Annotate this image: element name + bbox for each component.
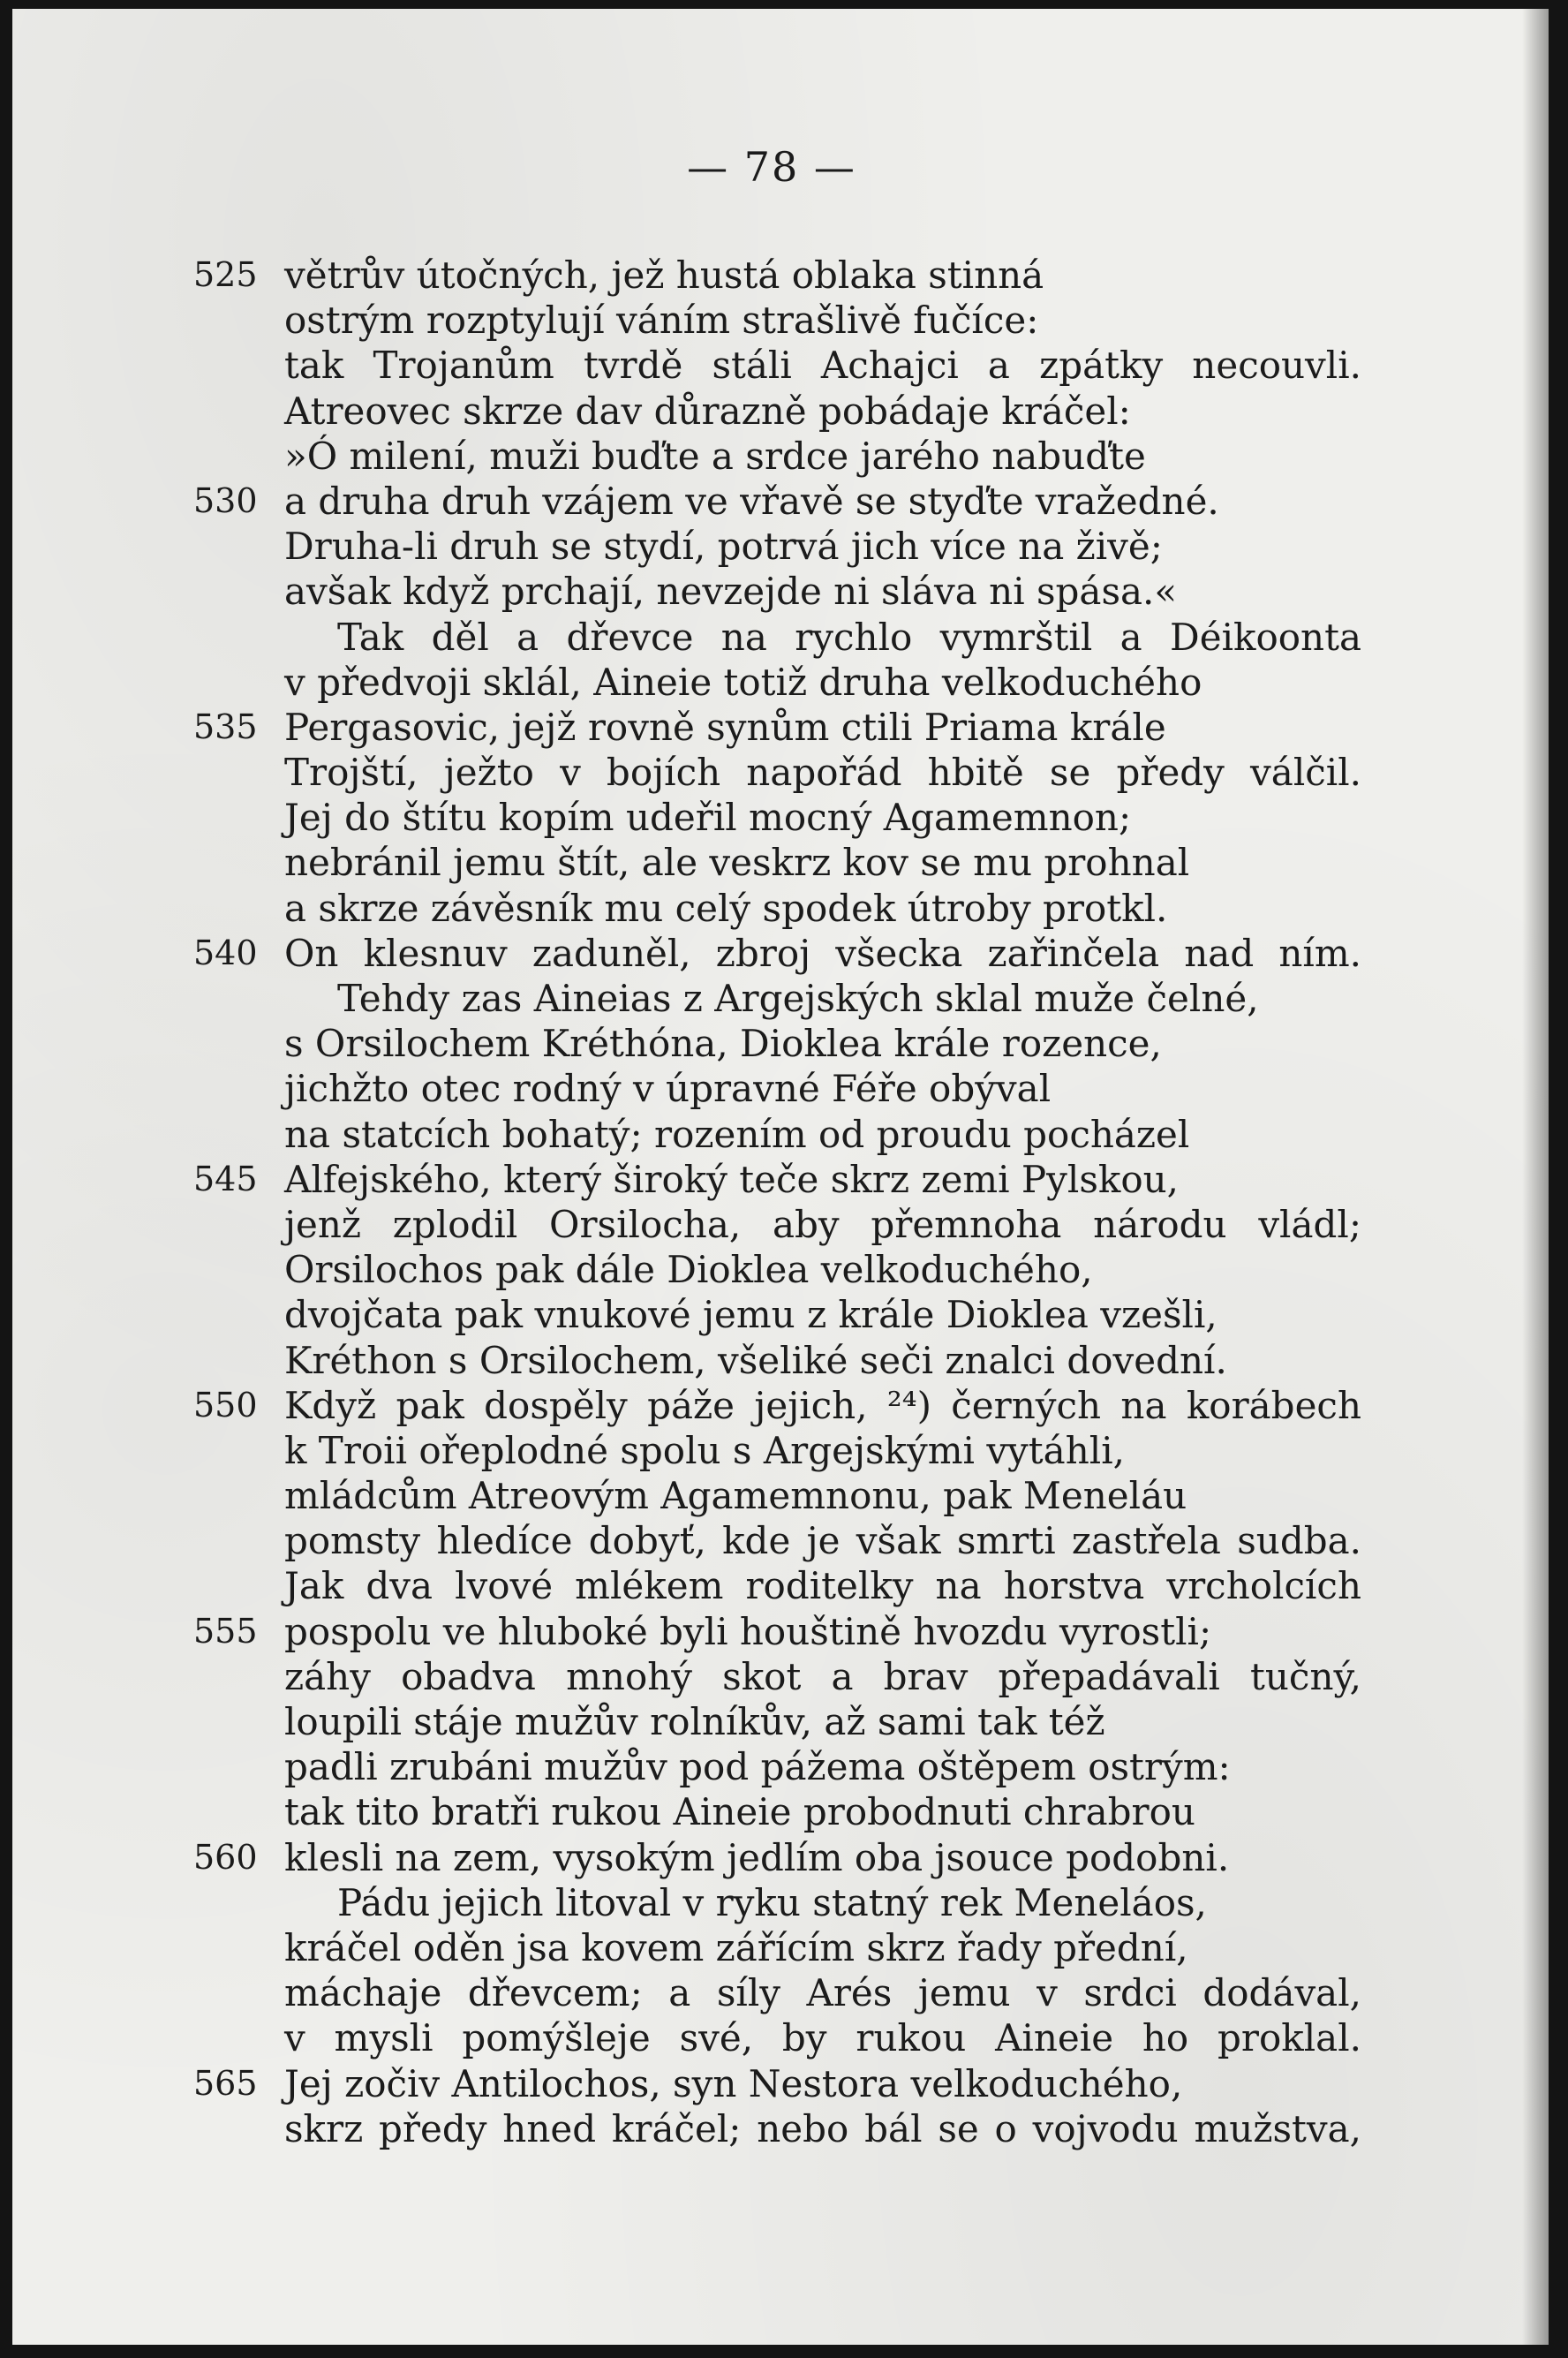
verse-line	[12, 660, 1549, 705]
verse-line	[12, 1338, 1549, 1383]
verse-line	[12, 1383, 1549, 1428]
verse-line-number: 550	[193, 1385, 258, 1425]
verse-line-text: avšak když prchají, nevzejde ni sláva ni spása.«	[284, 570, 1178, 614]
verse-line	[12, 840, 1549, 885]
verse-line-text: Jak dva lvové mlékem roditelky na horstva vrcholcích	[284, 1564, 1361, 1608]
verse-line	[12, 1563, 1549, 1608]
verse-line	[12, 1609, 1549, 1654]
verse-line	[12, 1428, 1549, 1473]
verse-line	[12, 705, 1549, 750]
verse-line-text: Tehdy zas Aineias z Argejských sklal muže čelné,	[337, 977, 1259, 1020]
verse-line-number: 555	[193, 1611, 258, 1651]
verse-line-text: Pergasovic, jejž rovně synům ctili Priama krále	[284, 705, 1166, 749]
verse-line-text: Když pak dospěly páže jejich, ²⁴) černých na korábech	[284, 1383, 1361, 1427]
verse-line-text: Trojští, ježto v bojích napořád hbitě se předy válčil.	[284, 751, 1361, 795]
verse-line-text: Kréthon s Orsilochem, všeliké seči znalci dovední.	[284, 1338, 1227, 1382]
verse-line-number: 545	[193, 1159, 258, 1198]
verse-line-text: loupili stáje mužův rolníkův, až sami tak též	[284, 1700, 1105, 1743]
verse-line-text: Tak děl a dřevce na rychlo vymrštil a Déikoonta	[337, 615, 1361, 659]
verse-line	[12, 1473, 1549, 1518]
verse-line-number: 565	[193, 2063, 258, 2103]
verse-line	[12, 1202, 1549, 1247]
verse-line-text: tak Trojanům tvrdě stáli Achajci a zpátky necouvli.	[284, 344, 1361, 388]
verse-line	[12, 343, 1549, 388]
verse-line	[12, 976, 1549, 1021]
page-number: — 78 —	[687, 143, 856, 191]
verse-line-text: Alfejského, který široký teče skrz zemi Pylskou,	[284, 1157, 1180, 1201]
verse-line	[12, 1880, 1549, 1925]
verse-line	[12, 569, 1549, 614]
verse-line	[12, 1066, 1549, 1111]
verse-line	[12, 2015, 1549, 2060]
verse-line-text: Druha-li druh se stydí, potrvá jich více na živě;	[284, 525, 1163, 569]
verse-line-text: pospolu ve hluboké byli houštině hvozdu vyrostli;	[284, 1609, 1212, 1653]
verse-line	[12, 1112, 1549, 1157]
verse-line-text: větrův útočných, jež hustá oblaka stinná	[284, 253, 1044, 297]
verse-line-number: 525	[193, 255, 258, 294]
verse-line-text: s Orsilochem Kréthóna, Dioklea krále rozence,	[284, 1022, 1162, 1066]
verse-line	[12, 1970, 1549, 2015]
verse-line-text: záhy obadva mnohý skot a brav přepadávali tučný,	[284, 1654, 1361, 1698]
book-page	[12, 9, 1549, 2345]
verse-line	[12, 1021, 1549, 1066]
verse-line-text: padli zrubáni mužův pod pážema oštěpem ostrým:	[284, 1745, 1231, 1789]
verse-line-text: pomsty hledíce dobyť, kde je však smrti zastřela sudba.	[284, 1519, 1361, 1563]
verse-line	[12, 389, 1549, 434]
verse-line-text: a skrze závěsník mu celý spodek útroby protkl.	[284, 886, 1168, 930]
verse-line-text: kráčel oděn jsa kovem zářícím skrz řady přední,	[284, 1925, 1188, 1969]
verse-line	[12, 1654, 1549, 1699]
verse-line-text: Pádu jejich litoval v ryku statný rek Meneláos,	[337, 1880, 1207, 1924]
verse-line-text: jichžto otec rodný v úpravné Féře obýval	[284, 1067, 1052, 1111]
verse-line	[12, 2061, 1549, 2106]
verse-line-text: jenž zplodil Orsilocha, aby přemnoha národu vládl;	[284, 1202, 1361, 1246]
verse-line	[12, 479, 1549, 524]
verse-line-text: skrz předy hned kráčel; nebo bál se o vojvodu mužstva,	[284, 2106, 1361, 2150]
verse-line	[12, 1925, 1549, 1970]
verse-line-number: 535	[193, 707, 258, 746]
verse-line	[12, 750, 1549, 795]
verse-line-text: Orsilochos pak dále Dioklea velkoduchého,	[284, 1248, 1093, 1292]
verse-line-number: 560	[193, 1837, 258, 1877]
verse-line	[12, 2106, 1549, 2151]
verse-line-text: tak tito bratři rukou Aineie probodnuti chrabrou	[284, 1790, 1195, 1834]
verse-line-number: 540	[193, 933, 258, 972]
verse-line	[12, 434, 1549, 479]
verse-line-text: nebránil jemu štít, ale veskrz kov se mu prohnal	[284, 841, 1190, 885]
verse-line	[12, 615, 1549, 660]
verse-line	[12, 1699, 1549, 1744]
verse-line-text: dvojčata pak vnukové jemu z krále Dioklea vzešli,	[284, 1293, 1217, 1337]
verse-line-text: v předvoji sklál, Aineie totiž druha velkoduchého	[284, 660, 1202, 704]
verse-line	[12, 1247, 1549, 1292]
verse-line	[12, 931, 1549, 976]
verse-line	[12, 298, 1549, 343]
verse-line-text: máchaje dřevcem; a síly Arés jemu v srdci dodával,	[284, 1971, 1361, 2015]
verse-line-text: a druha druh vzájem ve vřavě se styďte vražedné.	[284, 479, 1219, 523]
verse-line	[12, 253, 1549, 298]
verse-block	[12, 253, 1549, 2151]
verse-line-text: k Troii ořeplodné spolu s Argejskými vytáhli,	[284, 1428, 1125, 1472]
verse-line-text: ostrým rozptylují váním strašlivě fučíce:	[284, 299, 1039, 343]
verse-line	[12, 1292, 1549, 1337]
verse-line-text: Jej do štítu kopím udeřil mocný Agamemnon;	[284, 796, 1132, 840]
verse-line	[12, 1157, 1549, 1202]
verse-line	[12, 886, 1549, 931]
verse-line-text: »Ó milení, muži buďte a srdce jarého nabuďte	[284, 434, 1146, 478]
verse-line	[12, 1835, 1549, 1880]
verse-line-text: mládcům Atreovým Agamemnonu, pak Meneláu	[284, 1474, 1187, 1518]
verse-line-number: 530	[193, 480, 258, 520]
verse-line	[12, 1789, 1549, 1834]
verse-line-text: na statcích bohatý; rozením od proudu pocházel	[284, 1112, 1190, 1156]
verse-line-text: klesli na zem, vysokým jedlím oba jsouce podobni.	[284, 1835, 1230, 1879]
verse-line	[12, 524, 1549, 569]
verse-line	[12, 1744, 1549, 1789]
verse-line-text: On klesnuv zaduněl, zbroj všecka zařinčela nad ním.	[284, 931, 1361, 975]
verse-line-text: Atreovec skrze dav důrazně pobádaje kráčel:	[284, 389, 1131, 433]
verse-line	[12, 1518, 1549, 1563]
verse-line	[12, 795, 1549, 840]
verse-line-text: Jej zočiv Antilochos, syn Nestora velkoduchého,	[284, 2061, 1183, 2105]
verse-line-text: v mysli pomýšleje své, by rukou Aineie ho proklal.	[284, 2016, 1361, 2060]
